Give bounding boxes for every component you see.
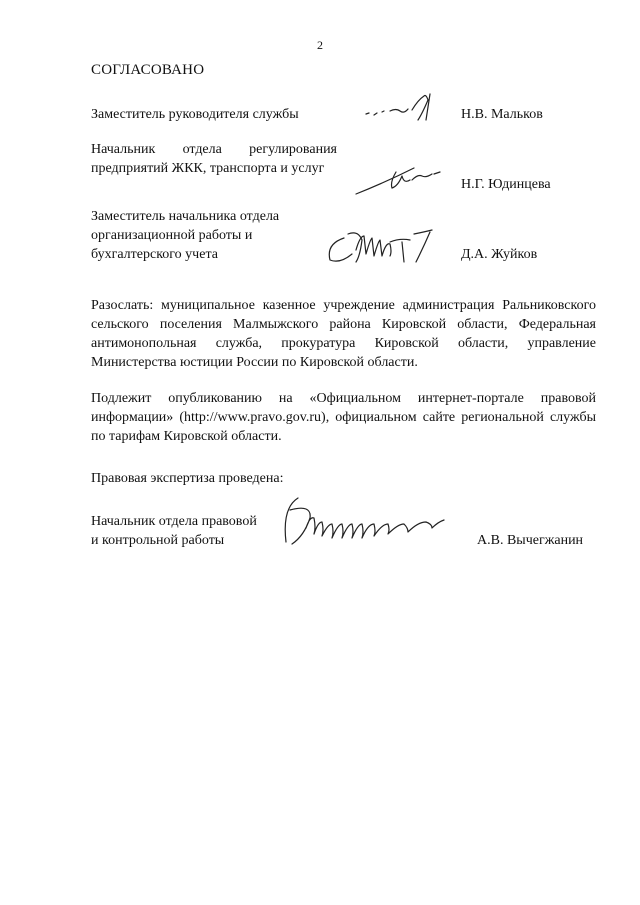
distribution-list: Разослать: муниципальное казенное учреждение администрация Ральниковского сельского поселения Малмыжского района Кировской области, Федеральная антимонопольная служба, прокуратура Кировской области, управление Министерства юстиции России по Кировской области. bbox=[91, 298, 596, 370]
legal-reviewer-position-line1: Начальник отдела правовой bbox=[91, 514, 257, 529]
signature-vychegzhanin bbox=[276, 494, 468, 550]
legal-reviewer-position-line2: и контрольной работы bbox=[91, 533, 225, 548]
signature-yudintseva bbox=[352, 158, 452, 200]
approval-heading: СОГЛАСОВАНО bbox=[91, 62, 205, 78]
signature-malkov bbox=[360, 90, 450, 128]
legal-review-statement: Правовая экспертиза проведена: bbox=[91, 471, 284, 486]
publication-note: Подлежит опубликованию на «Официальном интернет-портале правовой информации» (http://www.pravo.gov.ru), официальном сайте региональной службы по тарифам Кировской области. bbox=[91, 391, 596, 444]
approver-position-2: Начальник отдела регулирования предприятий ЖКК, транспорта и услуг bbox=[91, 142, 337, 176]
signature-zhuikov bbox=[318, 224, 450, 270]
approver-position-1: Заместитель руководителя службы bbox=[91, 107, 299, 122]
approver-name-2: Н.Г. Юдинцева bbox=[461, 177, 551, 192]
page-number: 2 bbox=[317, 38, 323, 52]
approver-position-3: Заместитель начальника отдела организационной работы и бухгалтерского учета bbox=[91, 209, 280, 262]
legal-reviewer-name: А.В. Вычегжанин bbox=[477, 533, 584, 548]
approver-name-1: Н.В. Мальков bbox=[461, 107, 543, 122]
approver-name-3: Д.А. Жуйков bbox=[461, 247, 538, 262]
